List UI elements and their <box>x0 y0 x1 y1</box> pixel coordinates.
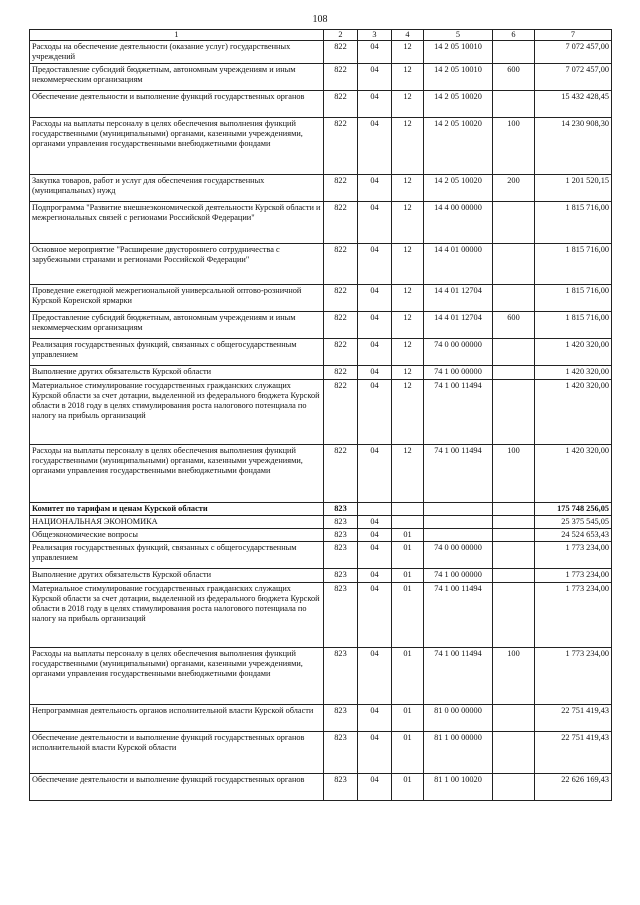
row-expense-type-cell <box>493 41 535 64</box>
row-expense-type-cell: 100 <box>493 444 535 502</box>
row-name-cell: Расходы на обеспечение деятельности (оказание услуг) государственных учреждений <box>30 41 324 64</box>
row-amount-cell: 1 420 320,00 <box>535 379 612 444</box>
row-section-cell: 04 <box>358 63 392 90</box>
row-grbs-cell: 823 <box>324 773 358 800</box>
row-subsection-cell: 12 <box>392 379 424 444</box>
row-subsection-cell: 12 <box>392 444 424 502</box>
row-target-article-cell: 14 2 05 10010 <box>424 41 493 64</box>
row-subsection-cell: 01 <box>392 582 424 647</box>
row-expense-type-cell <box>493 201 535 243</box>
row-grbs-cell: 823 <box>324 704 358 731</box>
row-target-article-cell: 74 1 00 00000 <box>424 568 493 582</box>
row-name-cell: Закупка товаров, работ и услуг для обеспечения государственных (муниципальных) нужд <box>30 174 324 201</box>
page-number: 108 <box>312 14 328 25</box>
row-expense-type-cell: 600 <box>493 311 535 338</box>
row-section-cell: 04 <box>358 117 392 174</box>
row-section-cell: 04 <box>358 90 392 117</box>
row-grbs-cell: 822 <box>324 444 358 502</box>
row-target-article-cell: 81 1 00 00000 <box>424 731 493 773</box>
row-grbs-cell: 822 <box>324 117 358 174</box>
row-name-cell: Предоставление субсидий бюджетным, автономным учреждениям и иным некоммерческим организациям <box>30 63 324 90</box>
row-name-cell: Реализация государственных функций, связанных с общегосударственным управлением <box>30 338 324 365</box>
row-grbs-cell: 822 <box>324 365 358 379</box>
row-target-article-cell <box>424 502 493 515</box>
row-grbs-cell: 822 <box>324 338 358 365</box>
row-subsection-cell <box>392 515 424 528</box>
row-subsection-cell: 12 <box>392 365 424 379</box>
row-name-cell: НАЦИОНАЛЬНАЯ ЭКОНОМИКА <box>30 515 324 528</box>
row-amount-cell: 25 375 545,05 <box>535 515 612 528</box>
row-subsection-cell: 01 <box>392 731 424 773</box>
row-target-article-cell: 74 1 00 11494 <box>424 379 493 444</box>
row-name-cell: Расходы на выплаты персоналу в целях обеспечения выполнения функций государственными (муниципальными) органами, казенными учреждениями, органами управления государственными внебюджетными фондами <box>30 647 324 704</box>
row-target-article-cell: 74 1 00 00000 <box>424 365 493 379</box>
row-target-article-cell: 14 4 01 12704 <box>424 311 493 338</box>
row-subsection-cell: 01 <box>392 704 424 731</box>
row-target-article-cell: 74 1 00 11494 <box>424 444 493 502</box>
row-amount-cell: 14 230 908,30 <box>535 117 612 174</box>
row-subsection-cell: 12 <box>392 243 424 284</box>
row-amount-cell: 22 751 419,43 <box>535 731 612 773</box>
row-amount-cell: 1 815 716,00 <box>535 201 612 243</box>
row-target-article-cell: 74 0 00 00000 <box>424 338 493 365</box>
row-expense-type-cell <box>493 243 535 284</box>
budget-table <box>29 29 612 801</box>
row-expense-type-cell <box>493 284 535 311</box>
row-expense-type-cell <box>493 541 535 568</box>
row-amount-cell: 1 420 320,00 <box>535 338 612 365</box>
table-row <box>30 528 612 541</box>
row-section-cell: 04 <box>358 647 392 704</box>
table-row <box>30 338 612 365</box>
row-subsection-cell <box>392 502 424 515</box>
row-grbs-cell: 822 <box>324 90 358 117</box>
row-grbs-cell: 823 <box>324 731 358 773</box>
row-grbs-cell: 822 <box>324 201 358 243</box>
row-grbs-cell: 822 <box>324 63 358 90</box>
row-section-cell: 04 <box>358 444 392 502</box>
row-expense-type-cell: 600 <box>493 63 535 90</box>
row-name-cell: Выполнение других обязательств Курской области <box>30 365 324 379</box>
row-subsection-cell: 12 <box>392 201 424 243</box>
table-row <box>30 201 612 243</box>
table-row <box>30 379 612 444</box>
row-subsection-cell: 12 <box>392 90 424 117</box>
table-row <box>30 515 612 528</box>
row-target-article-cell: 14 2 05 10010 <box>424 63 493 90</box>
row-subsection-cell: 01 <box>392 773 424 800</box>
row-amount-cell: 1 815 716,00 <box>535 311 612 338</box>
row-name-cell: Расходы на выплаты персоналу в целях обеспечения выполнения функций государственными (муниципальными) органами, казенными учреждениями, органами управления государственными внебюджетными фондами <box>30 117 324 174</box>
row-name-cell: Основное мероприятие "Расширение двустороннего сотрудничества с зарубежными странами и регионами Российской Федерации" <box>30 243 324 284</box>
row-name-cell: Материальное стимулирование государственных гражданских служащих Курской области за счет дотации, выделенной из федерального бюджета Курской области в 2018 году в целях стимулирования роста налогового потенциала по налогу на прибыль организаций <box>30 379 324 444</box>
row-expense-type-cell <box>493 731 535 773</box>
row-subsection-cell: 12 <box>392 284 424 311</box>
row-section-cell: 04 <box>358 773 392 800</box>
row-name-cell: Расходы на выплаты персоналу в целях обеспечения выполнения функций государственными (муниципальными) органами, казенными учреждениями, органами управления государственными внебюджетными фондами <box>30 444 324 502</box>
row-amount-cell: 15 432 428,45 <box>535 90 612 117</box>
column-header: 1 <box>30 30 324 41</box>
row-target-article-cell <box>424 515 493 528</box>
row-grbs-cell: 823 <box>324 541 358 568</box>
row-section-cell: 04 <box>358 284 392 311</box>
row-name-cell: Выполнение других обязательств Курской области <box>30 568 324 582</box>
row-amount-cell: 1 773 234,00 <box>535 647 612 704</box>
row-subsection-cell: 01 <box>392 541 424 568</box>
row-section-cell: 04 <box>358 201 392 243</box>
row-name-cell: Непрограммная деятельность органов исполнительной власти Курской области <box>30 704 324 731</box>
row-expense-type-cell: 100 <box>493 647 535 704</box>
row-section-cell: 04 <box>358 338 392 365</box>
table-row <box>30 568 612 582</box>
row-target-article-cell: 14 4 00 00000 <box>424 201 493 243</box>
row-target-article-cell: 74 1 00 11494 <box>424 582 493 647</box>
row-grbs-cell: 822 <box>324 41 358 64</box>
table-row <box>30 243 612 284</box>
row-expense-type-cell: 100 <box>493 117 535 174</box>
row-grbs-cell: 823 <box>324 528 358 541</box>
table-row <box>30 63 612 90</box>
row-target-article-cell: 81 0 00 00000 <box>424 704 493 731</box>
row-amount-cell: 1 773 234,00 <box>535 541 612 568</box>
table-row <box>30 117 612 174</box>
column-header: 5 <box>424 30 493 41</box>
row-expense-type-cell <box>493 90 535 117</box>
row-target-article-cell: 81 1 00 10020 <box>424 773 493 800</box>
row-name-cell: Обеспечение деятельности и выполнение функций государственных органов <box>30 773 324 800</box>
table-row <box>30 502 612 515</box>
row-grbs-cell: 823 <box>324 568 358 582</box>
table-row <box>30 311 612 338</box>
row-name-cell: Обеспечение деятельности и выполнение функций государственных органов <box>30 90 324 117</box>
table-row <box>30 582 612 647</box>
row-name-cell: Обеспечение деятельности и выполнение функций государственных органов исполнительной власти Курской области <box>30 731 324 773</box>
row-grbs-cell: 823 <box>324 502 358 515</box>
row-subsection-cell: 12 <box>392 41 424 64</box>
row-expense-type-cell <box>493 568 535 582</box>
row-amount-cell: 7 072 457,00 <box>535 63 612 90</box>
row-amount-cell: 24 524 653,43 <box>535 528 612 541</box>
table-body <box>30 41 612 801</box>
row-subsection-cell: 12 <box>392 338 424 365</box>
row-name-cell: Реализация государственных функций, связанных с общегосударственным управлением <box>30 541 324 568</box>
row-expense-type-cell <box>493 515 535 528</box>
row-target-article-cell <box>424 528 493 541</box>
row-name-cell: Общеэкономические вопросы <box>30 528 324 541</box>
row-amount-cell: 22 751 419,43 <box>535 704 612 731</box>
row-subsection-cell: 12 <box>392 311 424 338</box>
table-row <box>30 444 612 502</box>
row-name-cell: Подпрограмма "Развитие внешнеэкономической деятельности Курской области и межрегиональных связей с регионами Российской Федерации" <box>30 201 324 243</box>
row-grbs-cell: 823 <box>324 515 358 528</box>
row-expense-type-cell <box>493 502 535 515</box>
row-amount-cell: 1 201 520,15 <box>535 174 612 201</box>
row-grbs-cell: 822 <box>324 311 358 338</box>
row-grbs-cell: 822 <box>324 379 358 444</box>
row-grbs-cell: 822 <box>324 174 358 201</box>
table-row <box>30 647 612 704</box>
row-amount-cell: 22 626 169,43 <box>535 773 612 800</box>
column-header: 6 <box>493 30 535 41</box>
row-amount-cell: 175 748 256,05 <box>535 502 612 515</box>
row-section-cell: 04 <box>358 311 392 338</box>
row-section-cell: 04 <box>358 515 392 528</box>
table-row <box>30 284 612 311</box>
table-row <box>30 41 612 64</box>
row-section-cell: 04 <box>358 568 392 582</box>
row-target-article-cell: 14 4 01 12704 <box>424 284 493 311</box>
table-row <box>30 174 612 201</box>
table-row <box>30 773 612 800</box>
row-amount-cell: 1 815 716,00 <box>535 243 612 284</box>
row-target-article-cell: 74 1 00 11494 <box>424 647 493 704</box>
row-name-cell: Проведение ежегодной межрегиональной универсальной оптово-розничной Курской Коренской ярмарки <box>30 284 324 311</box>
row-section-cell: 04 <box>358 379 392 444</box>
row-subsection-cell: 01 <box>392 647 424 704</box>
row-name-cell: Материальное стимулирование государственных гражданских служащих Курской области за счет дотации, выделенной из федерального бюджета Курской области в 2018 году в целях стимулирования роста налогового потенциала по налогу на прибыль организаций <box>30 582 324 647</box>
row-target-article-cell: 14 2 05 10020 <box>424 174 493 201</box>
row-expense-type-cell <box>493 379 535 444</box>
row-name-cell: Предоставление субсидий бюджетным, автономным учреждениям и иным некоммерческим организациям <box>30 311 324 338</box>
column-header: 7 <box>535 30 612 41</box>
row-section-cell: 04 <box>358 704 392 731</box>
row-name-cell: Комитет по тарифам и ценам Курской области <box>30 502 324 515</box>
column-header: 3 <box>358 30 392 41</box>
row-expense-type-cell <box>493 338 535 365</box>
column-header: 2 <box>324 30 358 41</box>
row-expense-type-cell: 200 <box>493 174 535 201</box>
row-section-cell: 04 <box>358 365 392 379</box>
row-amount-cell: 1 815 716,00 <box>535 284 612 311</box>
row-section-cell <box>358 502 392 515</box>
row-grbs-cell: 823 <box>324 582 358 647</box>
row-grbs-cell: 823 <box>324 647 358 704</box>
row-subsection-cell: 12 <box>392 117 424 174</box>
table-row <box>30 90 612 117</box>
row-amount-cell: 1 773 234,00 <box>535 582 612 647</box>
table-row <box>30 731 612 773</box>
column-header: 4 <box>392 30 424 41</box>
row-expense-type-cell <box>493 365 535 379</box>
row-expense-type-cell <box>493 582 535 647</box>
row-subsection-cell: 01 <box>392 568 424 582</box>
column-header-row <box>30 30 612 41</box>
row-subsection-cell: 01 <box>392 528 424 541</box>
row-section-cell: 04 <box>358 541 392 568</box>
row-expense-type-cell <box>493 773 535 800</box>
row-amount-cell: 7 072 457,00 <box>535 41 612 64</box>
row-section-cell: 04 <box>358 582 392 647</box>
row-section-cell: 04 <box>358 243 392 284</box>
row-target-article-cell: 74 0 00 00000 <box>424 541 493 568</box>
table-row <box>30 365 612 379</box>
row-amount-cell: 1 420 320,00 <box>535 444 612 502</box>
row-target-article-cell: 14 4 01 00000 <box>424 243 493 284</box>
row-amount-cell: 1 773 234,00 <box>535 568 612 582</box>
row-target-article-cell: 14 2 05 10020 <box>424 90 493 117</box>
row-section-cell: 04 <box>358 528 392 541</box>
row-grbs-cell: 822 <box>324 243 358 284</box>
table-row <box>30 541 612 568</box>
row-subsection-cell: 12 <box>392 63 424 90</box>
row-subsection-cell: 12 <box>392 174 424 201</box>
row-section-cell: 04 <box>358 174 392 201</box>
row-expense-type-cell <box>493 704 535 731</box>
row-amount-cell: 1 420 320,00 <box>535 365 612 379</box>
table-row <box>30 704 612 731</box>
row-section-cell: 04 <box>358 41 392 64</box>
row-expense-type-cell <box>493 528 535 541</box>
row-grbs-cell: 822 <box>324 284 358 311</box>
row-section-cell: 04 <box>358 731 392 773</box>
row-target-article-cell: 14 2 05 10020 <box>424 117 493 174</box>
